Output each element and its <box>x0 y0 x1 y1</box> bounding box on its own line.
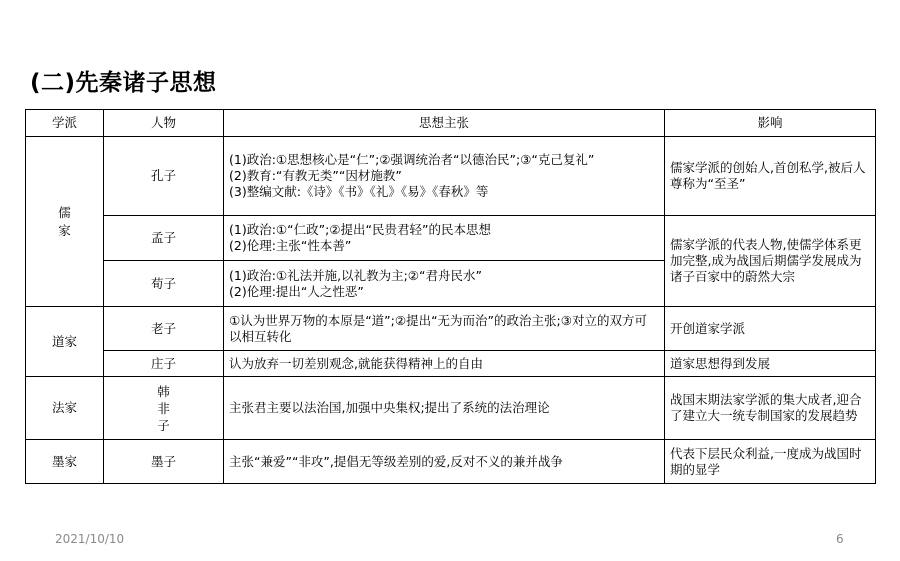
idea-line: (3)整编文献:《诗》《书》《礼》《易》《春秋》等 <box>229 184 489 199</box>
school-cell <box>26 137 104 307</box>
person-name: 韩非子 <box>157 383 170 433</box>
person-cell <box>104 377 224 440</box>
header-person: 人物 <box>104 110 224 137</box>
influence-cell: 道家思想得到发展 <box>665 351 876 377</box>
idea-line: (2)伦理:提出“人之性恶” <box>229 283 364 299</box>
person-cell: 荀子 <box>104 261 224 307</box>
idea-line: (1)政治:①礼法并施,以礼教为主;②“君舟民水” <box>229 267 482 283</box>
table-header-row <box>26 110 876 137</box>
influence-cell: 开创道家学派 <box>665 307 876 351</box>
school-cell: 法家 <box>26 377 104 440</box>
school-cell: 道家 <box>26 307 104 377</box>
influence-cell: 战国末期法家学派的集大成者,迎合了建立大一统专制国家的发展趋势 <box>665 377 876 440</box>
page-number: 6 <box>836 532 844 546</box>
person-cell: 孟子 <box>104 216 224 261</box>
ideas-cell: 主张君主要以法治国,加强中央集权;提出了系统的法治理论 <box>224 377 665 440</box>
thought-table <box>25 109 876 484</box>
table-row <box>26 377 876 440</box>
ideas-cell: ①认为世界万物的本原是“道”;②提出“无为而治”的政治主张;③对立的双方可以相互转化 <box>224 307 665 351</box>
ideas-cell: 认为放弃一切差别观念,就能获得精神上的自由 <box>224 351 665 377</box>
slide-title: (二)先秦诸子思想 <box>30 70 217 96</box>
table-row <box>26 137 876 216</box>
influence-cell: 儒家学派的代表人物,使儒学体系更加完整,成为战国后期儒学发展成为诸子百家中的蔚然大宗 <box>665 216 876 307</box>
person-cell: 墨子 <box>104 440 224 484</box>
idea-line: (2)教育:“有教无类”“因材施教” <box>229 168 402 183</box>
ideas-cell <box>224 216 665 261</box>
influence-cell: 儒家学派的创始人,首创私学,被后人尊称为“至圣” <box>665 137 876 216</box>
influence-cell: 代表下层民众利益,一度成为战国时期的显学 <box>665 440 876 484</box>
table-row <box>26 440 876 484</box>
school-name: 儒家 <box>58 204 71 238</box>
header-influence: 影响 <box>665 110 876 137</box>
person-cell: 孔子 <box>104 137 224 216</box>
idea-line: (1)政治:①思想核心是“仁”;②强调统治者“以德治民”;③“克己复礼” <box>229 152 595 167</box>
table-row <box>26 307 876 351</box>
table-row <box>26 351 876 377</box>
idea-line: (2)伦理:主张“性本善” <box>229 238 352 253</box>
ideas-cell <box>224 137 665 216</box>
header-school: 学派 <box>26 110 104 137</box>
ideas-cell: 主张“兼爱”“非攻”,提倡无等级差别的爱,反对不义的兼并战争 <box>224 440 665 484</box>
table-row <box>26 216 876 261</box>
person-cell: 老子 <box>104 307 224 351</box>
person-cell: 庄子 <box>104 351 224 377</box>
school-cell: 墨家 <box>26 440 104 484</box>
idea-line: (1)政治:①“仁政”;②提出“民贵君轻”的民本思想 <box>229 222 491 237</box>
header-ideas: 思想主张 <box>224 110 665 137</box>
ideas-cell <box>224 261 665 307</box>
footer-date: 2021/10/10 <box>55 532 125 546</box>
